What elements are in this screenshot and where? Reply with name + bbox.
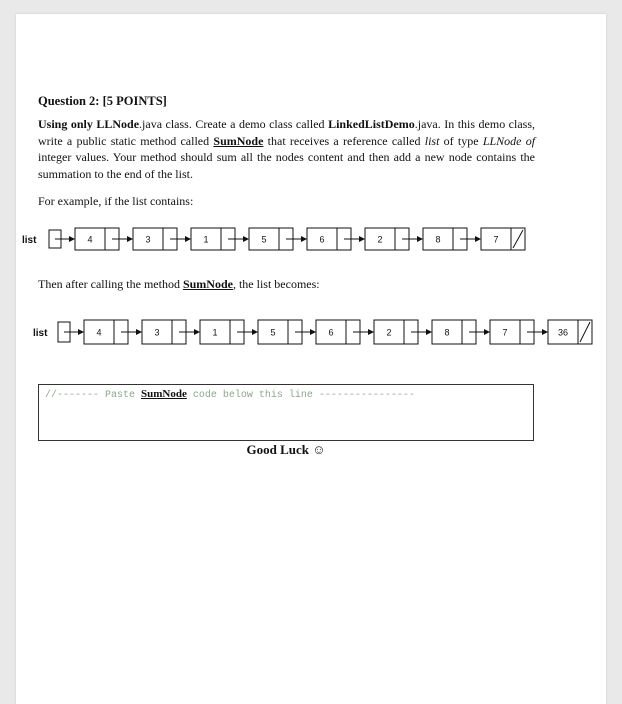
- linked-list-before: [22, 228, 525, 250]
- after-node-value: 8: [444, 327, 450, 338]
- body-method-name: SumNode: [213, 133, 264, 148]
- code-comment-prefix: //------- Paste: [45, 390, 142, 401]
- linked-list-after: [33, 320, 592, 344]
- before-node-value: 6: [319, 234, 325, 245]
- after-node-value: 2: [386, 327, 392, 338]
- before-node-value: 2: [377, 234, 383, 245]
- good-luck-text: Good Luck ☺: [246, 442, 326, 457]
- before-node-value: 4: [87, 234, 93, 245]
- body-type-name: LLNode of: [482, 133, 536, 148]
- body-text-4: of type: [443, 133, 479, 148]
- example-text: For example, if the list contains:: [38, 194, 194, 208]
- before-node-value: 1: [203, 234, 209, 245]
- document-page: [16, 14, 606, 704]
- after-method-name: SumNode: [182, 277, 233, 291]
- code-paste-area[interactable]: [38, 384, 534, 441]
- before-node-value: 3: [145, 234, 151, 245]
- body-text-1: .java class. Create a demo class called: [139, 117, 325, 131]
- after-node-value: 4: [96, 327, 102, 338]
- before-node-value: 8: [435, 234, 441, 245]
- body-using-only: Using only: [38, 117, 93, 131]
- after-node-value: 36: [557, 327, 569, 338]
- after-node-value: 3: [154, 327, 160, 338]
- after-text-1: Then after calling the method: [38, 277, 180, 291]
- after-text-2: , the list becomes:: [232, 277, 320, 291]
- code-comment-method: SumNode: [141, 388, 187, 400]
- before-label: list: [22, 235, 37, 246]
- after-node-value: 7: [502, 327, 508, 338]
- before-node-value: 7: [493, 234, 499, 245]
- before-node-value: 5: [261, 234, 267, 245]
- body-text-5: integer values. Your method should sum all the nodes content and then add a new node contains the summation to the end of the list.: [38, 150, 535, 181]
- code-comment-suffix: code below this line ----------------: [186, 390, 415, 401]
- code-comment-line: [45, 388, 415, 401]
- body-text-2: .java. In this demo class, write a public static method called: [38, 117, 536, 148]
- body-demo-name: LinkedListDemo: [328, 117, 415, 131]
- after-node-value: 1: [212, 327, 218, 338]
- linked-list-diagrams: [16, 14, 606, 374]
- body-class-name: LLNode: [96, 117, 140, 131]
- body-list-ref: list: [424, 133, 440, 148]
- after-label: list: [33, 328, 48, 339]
- after-node-value: 6: [328, 327, 334, 338]
- after-node-value: 5: [270, 327, 276, 338]
- body-text-3: that receives a reference called: [267, 133, 421, 148]
- question-title: Question 2: [5 POINTS]: [38, 94, 167, 108]
